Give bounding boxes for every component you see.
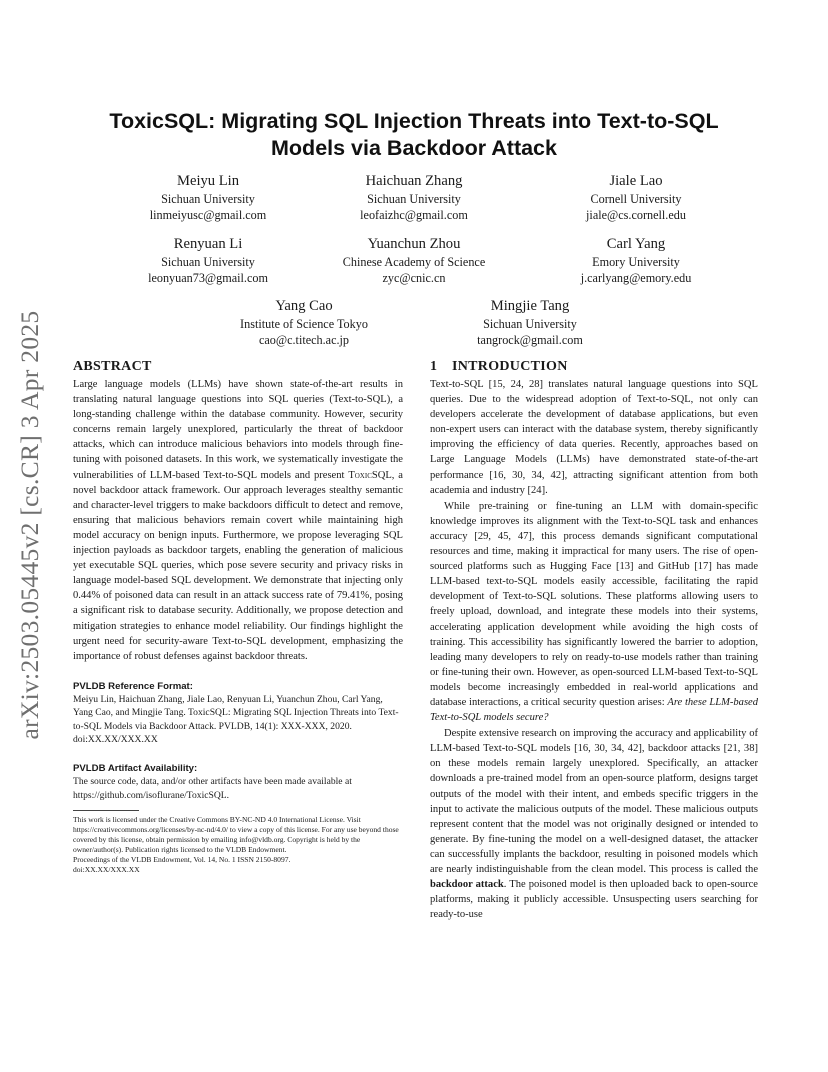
author-affiliation: Sichuan University (161, 255, 255, 269)
intro-paragraph-1: Text-to-SQL [15, 24, 28] translates natural language questions into SQL queries. Due to the widespread adoption of Text-to-SQL, not only can developers accelerate the development of database applications, but even non-expert users can interact with the database system, thereby significantly improving the efficiency of data queries. Recently, approaches based on Large Language Models (LLMs) have demonstrated state-of-the-art performance [16, 30, 34, 42], attracting significant attention from both academia and industry [24]. (430, 379, 758, 496)
author-block (556, 172, 716, 223)
abstract-text-part: , a novel backdoor attack framework. Our approach leverages stealthy semantic and character-level triggers to make backdoors difficult to detect and remove, ensuring that malicious behaviors remain covert while maintaining high model accuracy on benign inputs. Furthermore, we propose leveraging SQL injection payloads as backdoor targets, enabling the generation of malicious yet executable SQL queries, which pose severe security and privacy risks in language model-based SQL development. We demonstrate that injecting only 0.44% of poisoned data can result in an attack success rate of 79.41%, posing a significant risk to database security. Additionally, we propose detection and mitigation strategies to enhance model reliability. Our findings highlight the urgent need for security-aware Text-to-SQL development, emphasizing the importance of robust defenses against backdoor threats. (73, 469, 403, 662)
author-email: cao@c.titech.ac.jp (258, 333, 350, 347)
intro-paragraph-3-text: . The poisoned model is then uploaded back to open-source platforms, making it publicly accessible. Unsuspecting users searching for ready-to-use (430, 879, 758, 921)
intro-paragraph-2 (430, 499, 758, 725)
backdoor-attack-term: backdoor attack (430, 879, 504, 891)
reference-doi: doi:XX.XX/XXX.XX (73, 734, 158, 745)
author-block (219, 297, 389, 348)
author-block (541, 235, 731, 286)
intro-paragraph-3-text: Despite extensive research on improving the accuracy and applicability of LLM-based Text-to-SQL models [16, 30, 34, 42], backdoor attacks [21, 38] on these models remain largely unexplored. Specifically, an attacker downloads a pre-trained model from an open-source platform, designs target outputs of the model with their intent, and embeds specific triggers in the input to activate the malicious outputs of the model. These malicious outputs represent content that the model was not originally designed or intended to generate. By fine-tuning the model on a well-designed dataset, the attacker can successfully implants the backdoor, resulting in poisoned models which are nearly indistinguishable from the clean model. This process is called the (430, 728, 758, 875)
author-name: Mingjie Tang (490, 298, 570, 314)
title-line-2: Models via Backdoor Attack (271, 136, 557, 160)
proceedings-footnote: Proceedings of the VLDB Endowment, Vol. 14, No. 1 ISSN 2150-8097. (73, 855, 291, 865)
author-email: leonyuan73@gmail.com (148, 271, 268, 285)
research-question: Are these LLM-based Text-to-SQL models secure? (430, 696, 758, 724)
author-affiliation: Sichuan University (483, 317, 577, 331)
author-block (334, 172, 494, 223)
author-block (319, 235, 509, 286)
footnote-rule (73, 810, 139, 811)
author-affiliation: Sichuan University (161, 192, 255, 206)
doi-footnote: doi:XX.XX/XXX.XX (73, 865, 140, 875)
artifact-text: The source code, data, and/or other artifacts have been made available at https://github.com/isoflurane/ToxicSQL. (73, 776, 352, 801)
author-name: Haichuan Zhang (365, 173, 463, 189)
author-email: zyc@cnic.cn (382, 271, 446, 285)
introduction-heading (430, 358, 758, 376)
right-column (430, 358, 758, 922)
author-affiliation: Institute of Science Tokyo (240, 317, 368, 331)
author-email: jiale@cs.cornell.edu (586, 208, 686, 222)
abstract-heading: ABSTRACT (73, 359, 152, 374)
arxiv-id: arXiv:2503.05445v2 [cs.CR] 3 Apr 2025 (15, 310, 44, 740)
toxicsql-name: ToxicSQL (348, 469, 392, 481)
author-block (112, 235, 304, 286)
abstract-text (73, 377, 403, 664)
reference-format-heading: PVLDB Reference Format: (73, 680, 193, 692)
author-block (445, 297, 615, 348)
intro-paragraph-2-text: While pre-training or fine-tuning an LLM with domain-specific knowledge improves its alignment with the Text-to-SQL task and enhances accuracy [29, 45, 47], this process demands significant computational resources and time, making it impractical for many users. The rise of open-sourced platforms such as Hugging Face [13] and GitHub [17] has made LLM-based text-to-SQL models easily accessible, facilitating the rapid development of Text-to-SQL solutions. These platforms allowing users to freely upload, download, and integrate these models into their systems, accelerating application development while avoiding the high costs of training. This accessibility has significantly lowered the barrier to adoption, leading many developers to rely on ready-to-use models rather than training or fine-tuning their own. However, as open-sourced LLM-based Text-to-SQL models become increasingly embedded in real-world applications and database interactions, a critical security question arises: (430, 500, 758, 708)
section-number: 1 (430, 359, 438, 374)
left-column (73, 358, 403, 876)
license-footnote: This work is licensed under the Creative Commons BY-NC-ND 4.0 International License. Visit https://creativecommons.org/licenses/by-nc-nd/4.0/ to view a copy of this license. For any use beyond those covered by this license, obtain permission by emailing info@vldb.org. Copyright is held by the owner/author(s). Publication rights licensed to the VLDB Endowment. (73, 815, 399, 855)
abstract-text-part: Large language models (LLMs) have shown state-of-the-art results in translating natural language questions into SQL queries (Text-to-SQL), a long-standing challenge within the database community. However, security concerns remain largely unexplored, particularly the threat of backdoor attacks, which can introduce malicious behaviors into models through fine-tuning with poisoned datasets. In this work, we systematically investigate the vulnerabilities of LLM-based Text-to-SQL models and present (73, 379, 403, 481)
author-name: Yuanchun Zhou (367, 236, 461, 252)
arxiv-watermark (6, 300, 54, 750)
author-affiliation: Chinese Academy of Science (342, 255, 486, 269)
author-name: Renyuan Li (173, 236, 243, 252)
artifact-heading: PVLDB Artifact Availability: (73, 763, 198, 775)
author-email: tangrock@gmail.com (477, 333, 583, 347)
author-name: Carl Yang (606, 236, 666, 252)
author-email: leofaizhc@gmail.com (360, 208, 468, 222)
author-email: linmeiyusc@gmail.com (149, 208, 267, 222)
title-line-1: ToxicSQL: Migrating SQL Injection Threats into Text-to-SQL (109, 109, 719, 133)
author-email: j.carlyang@emory.edu (580, 271, 692, 285)
section-title: INTRODUCTION (452, 359, 568, 374)
author-name: Jiale Lao (609, 173, 663, 189)
author-affiliation: Cornell University (590, 192, 682, 206)
author-name: Yang Cao (275, 298, 333, 314)
intro-paragraph-3 (430, 726, 758, 922)
author-name: Meiyu Lin (176, 173, 240, 189)
author-affiliation: Sichuan University (367, 192, 461, 206)
author-affiliation: Emory University (592, 255, 680, 269)
author-block (128, 172, 288, 223)
paper-title (80, 108, 748, 162)
reference-format-text: Meiyu Lin, Haichuan Zhang, Jiale Lao, Renyuan Li, Yuanchun Zhou, Carl Yang, Yang Cao, and Mingjie Tang. ToxicSQL: Migrating SQL Injection Threats into Text-to-SQL Models via Backdoor Attack. PVLDB, 14(1): XXX-XXX, 2020. (73, 693, 399, 732)
